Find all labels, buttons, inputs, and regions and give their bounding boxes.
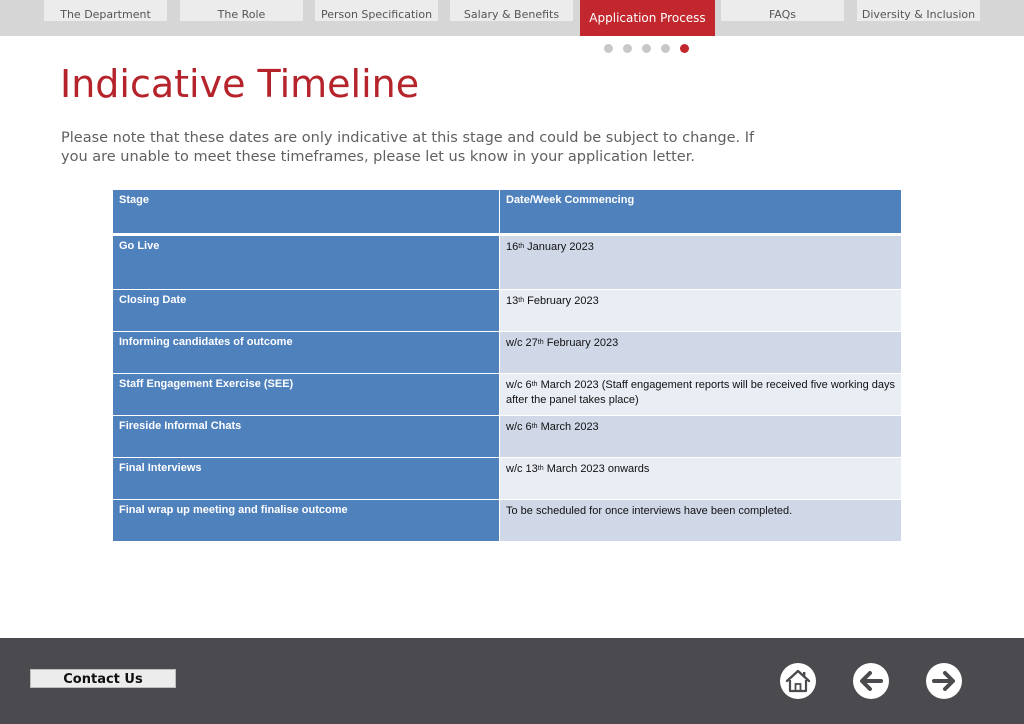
date-cell <box>500 235 902 290</box>
page-dot-1[interactable] <box>604 44 613 53</box>
back-button[interactable] <box>852 662 890 700</box>
table-row <box>113 416 902 458</box>
stage-cell: Final wrap up meeting and finalise outcome <box>113 500 500 542</box>
page-dot-3[interactable] <box>642 44 651 53</box>
stage-cell: Fireside Informal Chats <box>113 416 500 458</box>
forward-button[interactable] <box>925 662 963 700</box>
page-dot-4[interactable] <box>661 44 670 53</box>
stage-cell: Final Interviews <box>113 458 500 500</box>
date-text-rest: March 2023 <box>537 421 599 433</box>
date-ordinal: th <box>531 381 538 388</box>
date-text: w/c 13 <box>506 463 538 475</box>
date-cell <box>500 458 902 500</box>
stage-cell: Informing candidates of outcome <box>113 332 500 374</box>
footer <box>0 638 1024 724</box>
date-text: To be scheduled for once interviews have been completed. <box>506 505 793 517</box>
tab-faqs[interactable]: FAQs <box>721 0 844 21</box>
header-date: Date/Week Commencing <box>500 190 902 235</box>
tab-person-specification[interactable]: Person Specification <box>315 0 438 21</box>
date-ordinal: th <box>518 243 525 250</box>
date-text-rest: March 2023 (Staff engagement reports will be received five working days after the panel takes place) <box>506 379 896 406</box>
date-ordinal: th <box>537 465 544 472</box>
page-title: Indicative Timeline <box>60 62 420 106</box>
date-text: 16 <box>506 241 519 253</box>
timeline-table <box>112 189 902 542</box>
table-row <box>113 332 902 374</box>
date-text: w/c 6 <box>506 421 532 433</box>
tab-application-process[interactable]: Application Process <box>580 0 715 36</box>
table-row <box>113 290 902 332</box>
date-text: w/c 27 <box>506 337 538 349</box>
date-ordinal: th <box>518 297 525 304</box>
date-text-rest: March 2023 onwards <box>543 463 650 475</box>
page-dot-2[interactable] <box>623 44 632 53</box>
date-cell <box>500 374 902 416</box>
date-text-rest: February 2023 <box>524 295 599 307</box>
date-cell <box>500 416 902 458</box>
home-button[interactable] <box>779 662 817 700</box>
date-ordinal: th <box>531 423 538 430</box>
table-row <box>113 500 902 542</box>
home-icon <box>779 662 817 700</box>
date-ordinal: th <box>537 339 544 346</box>
intro-text: Please note that these dates are only indicative at this stage and could be subject to change. If you are unable to meet these timeframes, please let us know in your application letter. <box>61 130 755 165</box>
tab-the-department[interactable]: The Department <box>44 0 167 21</box>
date-cell <box>500 290 902 332</box>
table-header-row <box>113 190 902 235</box>
table-row <box>113 235 902 290</box>
stage-cell: Staff Engagement Exercise (SEE) <box>113 374 500 416</box>
date-cell <box>500 332 902 374</box>
date-cell <box>500 500 902 542</box>
arrow-left-icon <box>852 662 890 700</box>
date-text-rest: January 2023 <box>524 241 594 253</box>
stage-cell: Closing Date <box>113 290 500 332</box>
contact-us-button[interactable]: Contact Us <box>30 669 176 688</box>
table-row <box>113 458 902 500</box>
tab-the-role[interactable]: The Role <box>180 0 303 21</box>
page-dot-5[interactable] <box>680 44 689 53</box>
tab-salary-benefits[interactable]: Salary & Benefits <box>450 0 573 21</box>
tab-diversity-inclusion[interactable]: Diversity & Inclusion <box>857 0 980 21</box>
date-text: 13 <box>506 295 519 307</box>
stage-cell: Go Live <box>113 235 500 290</box>
date-text: w/c 6 <box>506 379 532 391</box>
top-navigation <box>0 0 1024 36</box>
table-row <box>113 374 902 416</box>
arrow-right-icon <box>925 662 963 700</box>
header-stage: Stage <box>113 190 500 235</box>
date-text-rest: February 2023 <box>543 337 619 349</box>
